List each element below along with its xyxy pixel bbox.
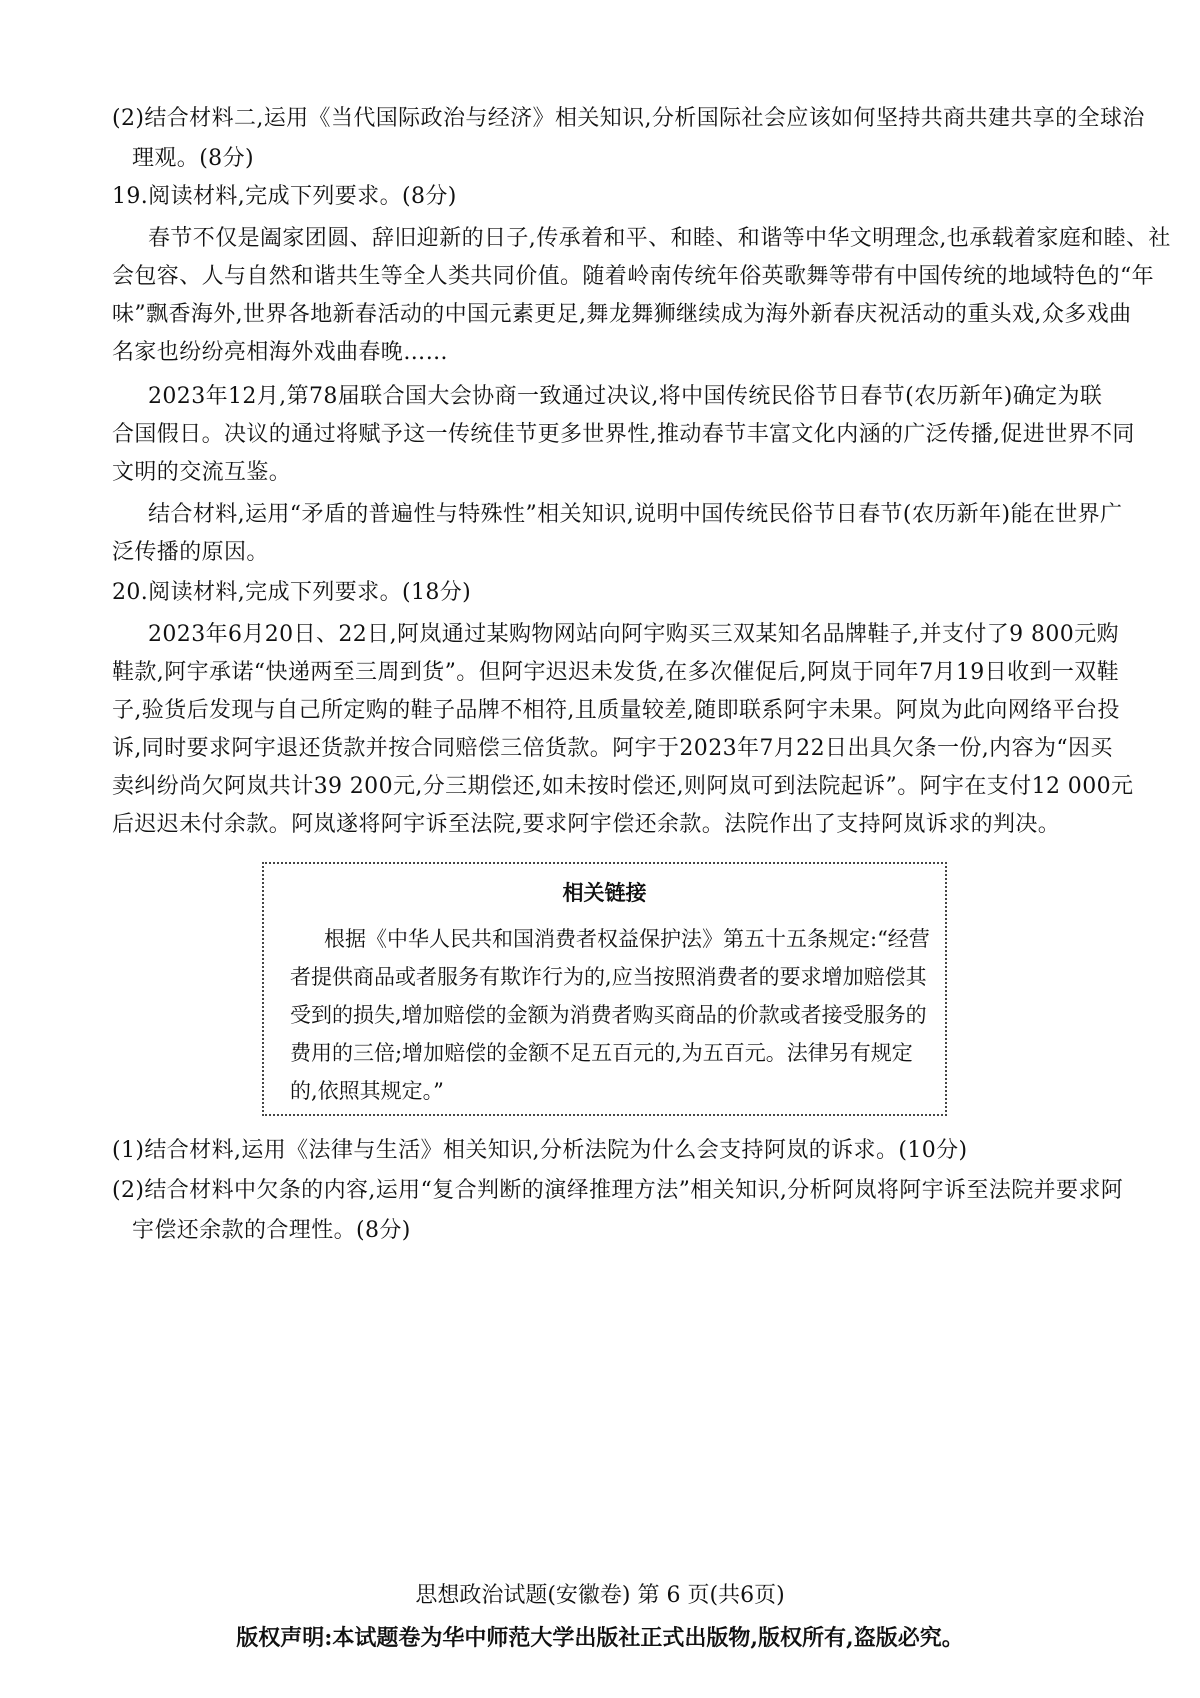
q19-p2-line: 文明的交流互鉴。 bbox=[112, 460, 292, 485]
q20-p1-line: 鞋款,阿宇承诺“快递两至三周到货”。但阿宇迟迟未发货,在多次催促后,阿岚于同年7月19日收到一双鞋 bbox=[112, 660, 1120, 685]
q20-p1-line: 2023年6月20日、22日,阿岚通过某购物网站向阿宇购买三双某知名品牌鞋子,并支付了9 800元购 bbox=[148, 622, 1119, 647]
copyright-notice bbox=[0, 1622, 1200, 1655]
copyright-text: 本试题卷为华中师范大学出版社正式出版物,版权所有,盗版必究。 bbox=[332, 1625, 964, 1651]
q18-2-line2: 理观。(8分) bbox=[132, 146, 254, 171]
q19-task-line: 结合材料,运用“矛盾的普遍性与特殊性”相关知识,说明中国传统民俗节日春节(农历新年)能在世界广 bbox=[148, 502, 1123, 527]
q20-sub2-line2: 宇偿还余款的合理性。(8分) bbox=[132, 1218, 411, 1243]
related-link-line: 费用的三倍;增加赔偿的金额不足五百元的,为五百元。法律另有规定 bbox=[290, 1041, 913, 1065]
q19-p1-line: 春节不仅是阖家团圆、辞旧迎新的日子,传承着和平、和睦、和谐等中华文明理念,也承载着家庭和睦、社 bbox=[148, 226, 1171, 251]
q20-p1-line: 子,验货后发现与自己所定购的鞋子品牌不相符,且质量较差,随即联系阿宇未果。阿岚为此向网络平台投 bbox=[112, 698, 1120, 723]
q20-p1-line: 诉,同时要求阿宇退还货款并按合同赔偿三倍货款。阿宇于2023年7月22日出具欠条一份,内容为“因买 bbox=[112, 736, 1113, 761]
page-footer: 思想政治试题(安徽卷) 第 6 页(共6页) bbox=[415, 1583, 785, 1608]
q20-sub2-line1: (2)结合材料中欠条的内容,运用“复合判断的演绎推理方法”相关知识,分析阿岚将阿宇诉至法院并要求阿 bbox=[112, 1178, 1124, 1203]
q18-2-line1: (2)结合材料二,运用《当代国际政治与经济》相关知识,分析国际社会应该如何坚持共商共建共享的全球治 bbox=[112, 106, 1145, 131]
q20-sub1: (1)结合材料,运用《法律与生活》相关知识,分析法院为什么会支持阿岚的诉求。(10分) bbox=[112, 1138, 968, 1163]
related-link-line: 根据《中华人民共和国消费者权益保护法》第五十五条规定:“经营 bbox=[324, 927, 930, 951]
q20-header: 20.阅读材料,完成下列要求。(18分) bbox=[112, 580, 472, 605]
q19-p2-line: 2023年12月,第78届联合国大会协商一致通过决议,将中国传统民俗节日春节(农历新年)确定为联 bbox=[148, 384, 1103, 409]
related-link-box bbox=[262, 862, 947, 1116]
related-link-line: 者提供商品或者服务有欺诈行为的,应当按照消费者的要求增加赔偿其 bbox=[290, 965, 927, 989]
q19-p1-line: 味”飘香海外,世界各地新春活动的中国元素更足,舞龙舞狮继续成为海外新春庆祝活动的重头戏,众多戏曲 bbox=[112, 302, 1132, 327]
related-link-line: 受到的损失,增加赔偿的金额为消费者购买商品的价款或者接受服务的 bbox=[290, 1003, 927, 1027]
q19-task-line: 泛传播的原因。 bbox=[112, 540, 269, 565]
q19-header: 19.阅读材料,完成下列要求。(8分) bbox=[112, 184, 457, 209]
copyright-label: 版权声明: bbox=[236, 1625, 333, 1651]
q20-p1-line: 卖纠纷尚欠阿岚共计39 200元,分三期偿还,如未按时偿还,则阿岚可到法院起诉”。阿宇在支付12 000元 bbox=[112, 774, 1134, 799]
q19-p1-line: 会包容、人与自然和谐共生等全人类共同价值。随着岭南传统年俗英歌舞等带有中国传统的地域特色的“年 bbox=[112, 264, 1155, 289]
related-link-line: 的,依照其规定。” bbox=[290, 1079, 444, 1103]
q19-p1-line: 名家也纷纷亮相海外戏曲春晚…… bbox=[112, 340, 449, 365]
related-link-title: 相关链接 bbox=[562, 881, 647, 905]
q20-p1-line: 后迟迟未付余款。阿岚遂将阿宇诉至法院,要求阿宇偿还余款。法院作出了支持阿岚诉求的判决。 bbox=[112, 812, 1061, 837]
q19-p2-line: 合国假日。决议的通过将赋予这一传统佳节更多世界性,推动春节丰富文化内涵的广泛传播,促进世界不同 bbox=[112, 422, 1135, 447]
